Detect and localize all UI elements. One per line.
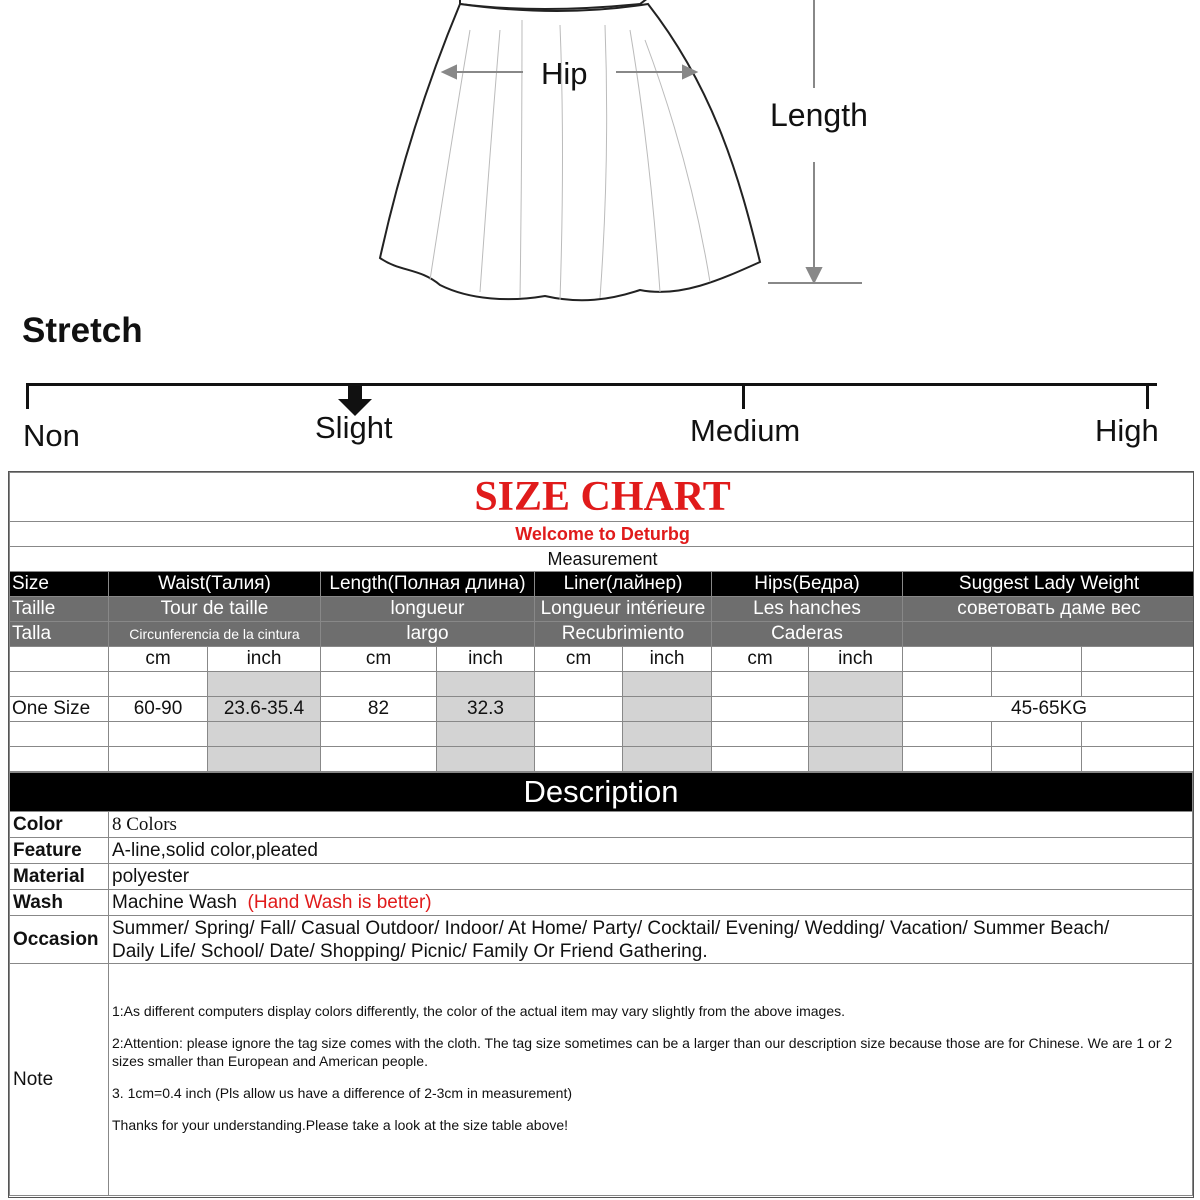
cell	[109, 722, 208, 747]
header-liner: Liner(лайнер)	[535, 572, 712, 597]
unit-length-inch: inch	[437, 647, 535, 672]
header-hips: Hips(Бедра)	[712, 572, 903, 597]
header-recubrimiento: Recubrimiento	[535, 622, 712, 647]
size-chart-table	[9, 472, 1194, 772]
cell	[321, 672, 437, 697]
cell	[109, 672, 208, 697]
cell	[992, 672, 1082, 697]
header-weight: Suggest Lady Weight	[903, 572, 1195, 597]
cell	[535, 747, 623, 772]
color-key: Color	[10, 812, 109, 838]
size-chart	[8, 471, 1194, 1198]
unit-hips-cm: cm	[712, 647, 809, 672]
cell	[903, 722, 992, 747]
weight-value: 45-65KG	[903, 697, 1195, 722]
cell	[1082, 747, 1195, 772]
cell	[809, 722, 903, 747]
cell	[992, 722, 1082, 747]
material-key: Material	[10, 864, 109, 890]
header-taille: Taille	[10, 597, 109, 622]
header-row-spanish	[10, 622, 1195, 647]
wash-note: (Hand Wash is better)	[247, 891, 432, 913]
description-title: Description	[10, 773, 1193, 812]
stretch-tick-non	[26, 383, 29, 409]
cell	[903, 747, 992, 772]
note-4: Thanks for your understanding.Please take a look at the size table above!	[112, 1117, 569, 1133]
cell	[10, 747, 109, 772]
stretch-level-high: High	[1095, 413, 1159, 448]
description-table	[9, 772, 1193, 1196]
note-key: Note	[10, 964, 109, 1196]
cell	[109, 747, 208, 772]
stretch-level-medium: Medium	[690, 413, 801, 448]
cell	[437, 747, 535, 772]
cell	[437, 672, 535, 697]
occasion-line-2: Daily Life/ School/ Date/ Shopping/ Picnic/ Family Or Friend Gathering.	[112, 940, 708, 962]
cell	[712, 672, 809, 697]
stretch-tick-high	[1146, 383, 1149, 409]
waist-inch-value: 23.6-35.4	[208, 697, 321, 722]
header-circunferencia: Circunferencia de la cintura	[109, 622, 321, 647]
measurement-heading: Measurement	[10, 547, 1195, 572]
cell	[535, 722, 623, 747]
cell	[208, 672, 321, 697]
header-size: Size	[10, 572, 109, 597]
feature-key: Feature	[10, 838, 109, 864]
length-inch-value: 32.3	[437, 697, 535, 722]
color-value: 8 Colors	[109, 812, 1193, 838]
stretch-scale-line	[26, 383, 1157, 386]
note-3: 3. 1cm=0.4 inch (Pls allow us have a difference of 2-3cm in measurement)	[112, 1085, 573, 1101]
unit-blank	[10, 647, 109, 672]
cell	[712, 722, 809, 747]
cell	[623, 747, 712, 772]
header-largo: largo	[321, 622, 535, 647]
cell	[208, 747, 321, 772]
cell	[10, 672, 109, 697]
stretch-level-slight: Slight	[315, 410, 393, 445]
table-row	[10, 672, 1195, 697]
cell	[903, 672, 992, 697]
cell	[535, 672, 623, 697]
cell	[1082, 672, 1195, 697]
header-waist: Waist(Талия)	[109, 572, 321, 597]
cell	[321, 722, 437, 747]
occasion-cell	[109, 916, 1193, 964]
liner-inch-value	[623, 697, 712, 722]
stretch-title: Stretch	[22, 311, 143, 350]
hips-inch-value	[809, 697, 903, 722]
size-chart-title: SIZE CHART	[10, 473, 1195, 522]
unit-weight-c	[1082, 647, 1195, 672]
header-talla: Talla	[10, 622, 109, 647]
wash-value: Machine Wash	[112, 891, 237, 913]
cell	[712, 747, 809, 772]
stretch-tick-medium	[742, 383, 745, 409]
header-tour-de-taille: Tour de taille	[109, 597, 321, 622]
unit-length-cm: cm	[321, 647, 437, 672]
unit-row	[10, 647, 1195, 672]
size-value: One Size	[10, 697, 109, 722]
cell	[809, 672, 903, 697]
material-value: polyester	[109, 864, 1193, 890]
header-weight-spanish	[903, 622, 1195, 647]
length-label: Length	[770, 97, 868, 133]
header-length: Length(Полная длина)	[321, 572, 535, 597]
unit-weight-b	[992, 647, 1082, 672]
feature-value: A-line,solid color,pleated	[109, 838, 1193, 864]
table-row	[10, 722, 1195, 747]
cell	[623, 722, 712, 747]
unit-hips-inch: inch	[809, 647, 903, 672]
unit-liner-inch: inch	[623, 647, 712, 672]
occasion-line-1: Summer/ Spring/ Fall/ Casual Outdoor/ Indoor/ At Home/ Party/ Cocktail/ Evening/ Wedding/ Vacation/ Summer Beach/	[112, 917, 1110, 939]
cell	[1082, 722, 1195, 747]
cell	[992, 747, 1082, 772]
cell	[437, 722, 535, 747]
skirt-illustration	[0, 0, 1200, 310]
header-caderas: Caderas	[712, 622, 903, 647]
note-2: 2:Attention: please ignore the tag size comes with the cloth. The tag size sometimes can be a larger than our description size because those are for Chinese. We are 1 or 2 sizes smaller than European and American people.	[112, 1035, 1173, 1069]
waist-cm-value: 60-90	[109, 697, 208, 722]
unit-waist-inch: inch	[208, 647, 321, 672]
hips-cm-value	[712, 697, 809, 722]
cell	[208, 722, 321, 747]
header-longueur-interieure: Longueur intérieure	[535, 597, 712, 622]
header-les-hanches: Les hanches	[712, 597, 903, 622]
note-1: 1:As different computers display colors differently, the color of the actual item may vary slightly from the above images.	[112, 1003, 846, 1019]
unit-liner-cm: cm	[535, 647, 623, 672]
unit-weight-a	[903, 647, 992, 672]
unit-waist-cm: cm	[109, 647, 208, 672]
stretch-level-non: Non	[23, 418, 80, 453]
wash-key: Wash	[10, 890, 109, 916]
table-row	[10, 747, 1195, 772]
welcome-text: Welcome to Deturbg	[10, 522, 1195, 547]
header-longueur: longueur	[321, 597, 535, 622]
occasion-key: Occasion	[10, 916, 109, 964]
liner-cm-value	[535, 697, 623, 722]
table-row-one-size	[10, 697, 1195, 722]
cell	[809, 747, 903, 772]
note-cell	[109, 964, 1193, 1196]
cell	[321, 747, 437, 772]
header-row-english	[10, 572, 1195, 597]
header-row-french	[10, 597, 1195, 622]
length-cm-value: 82	[321, 697, 437, 722]
header-weight-russian: советовать даме вес	[903, 597, 1195, 622]
cell	[623, 672, 712, 697]
hip-label: Hip	[541, 56, 588, 91]
cell	[10, 722, 109, 747]
wash-cell	[109, 890, 1193, 916]
